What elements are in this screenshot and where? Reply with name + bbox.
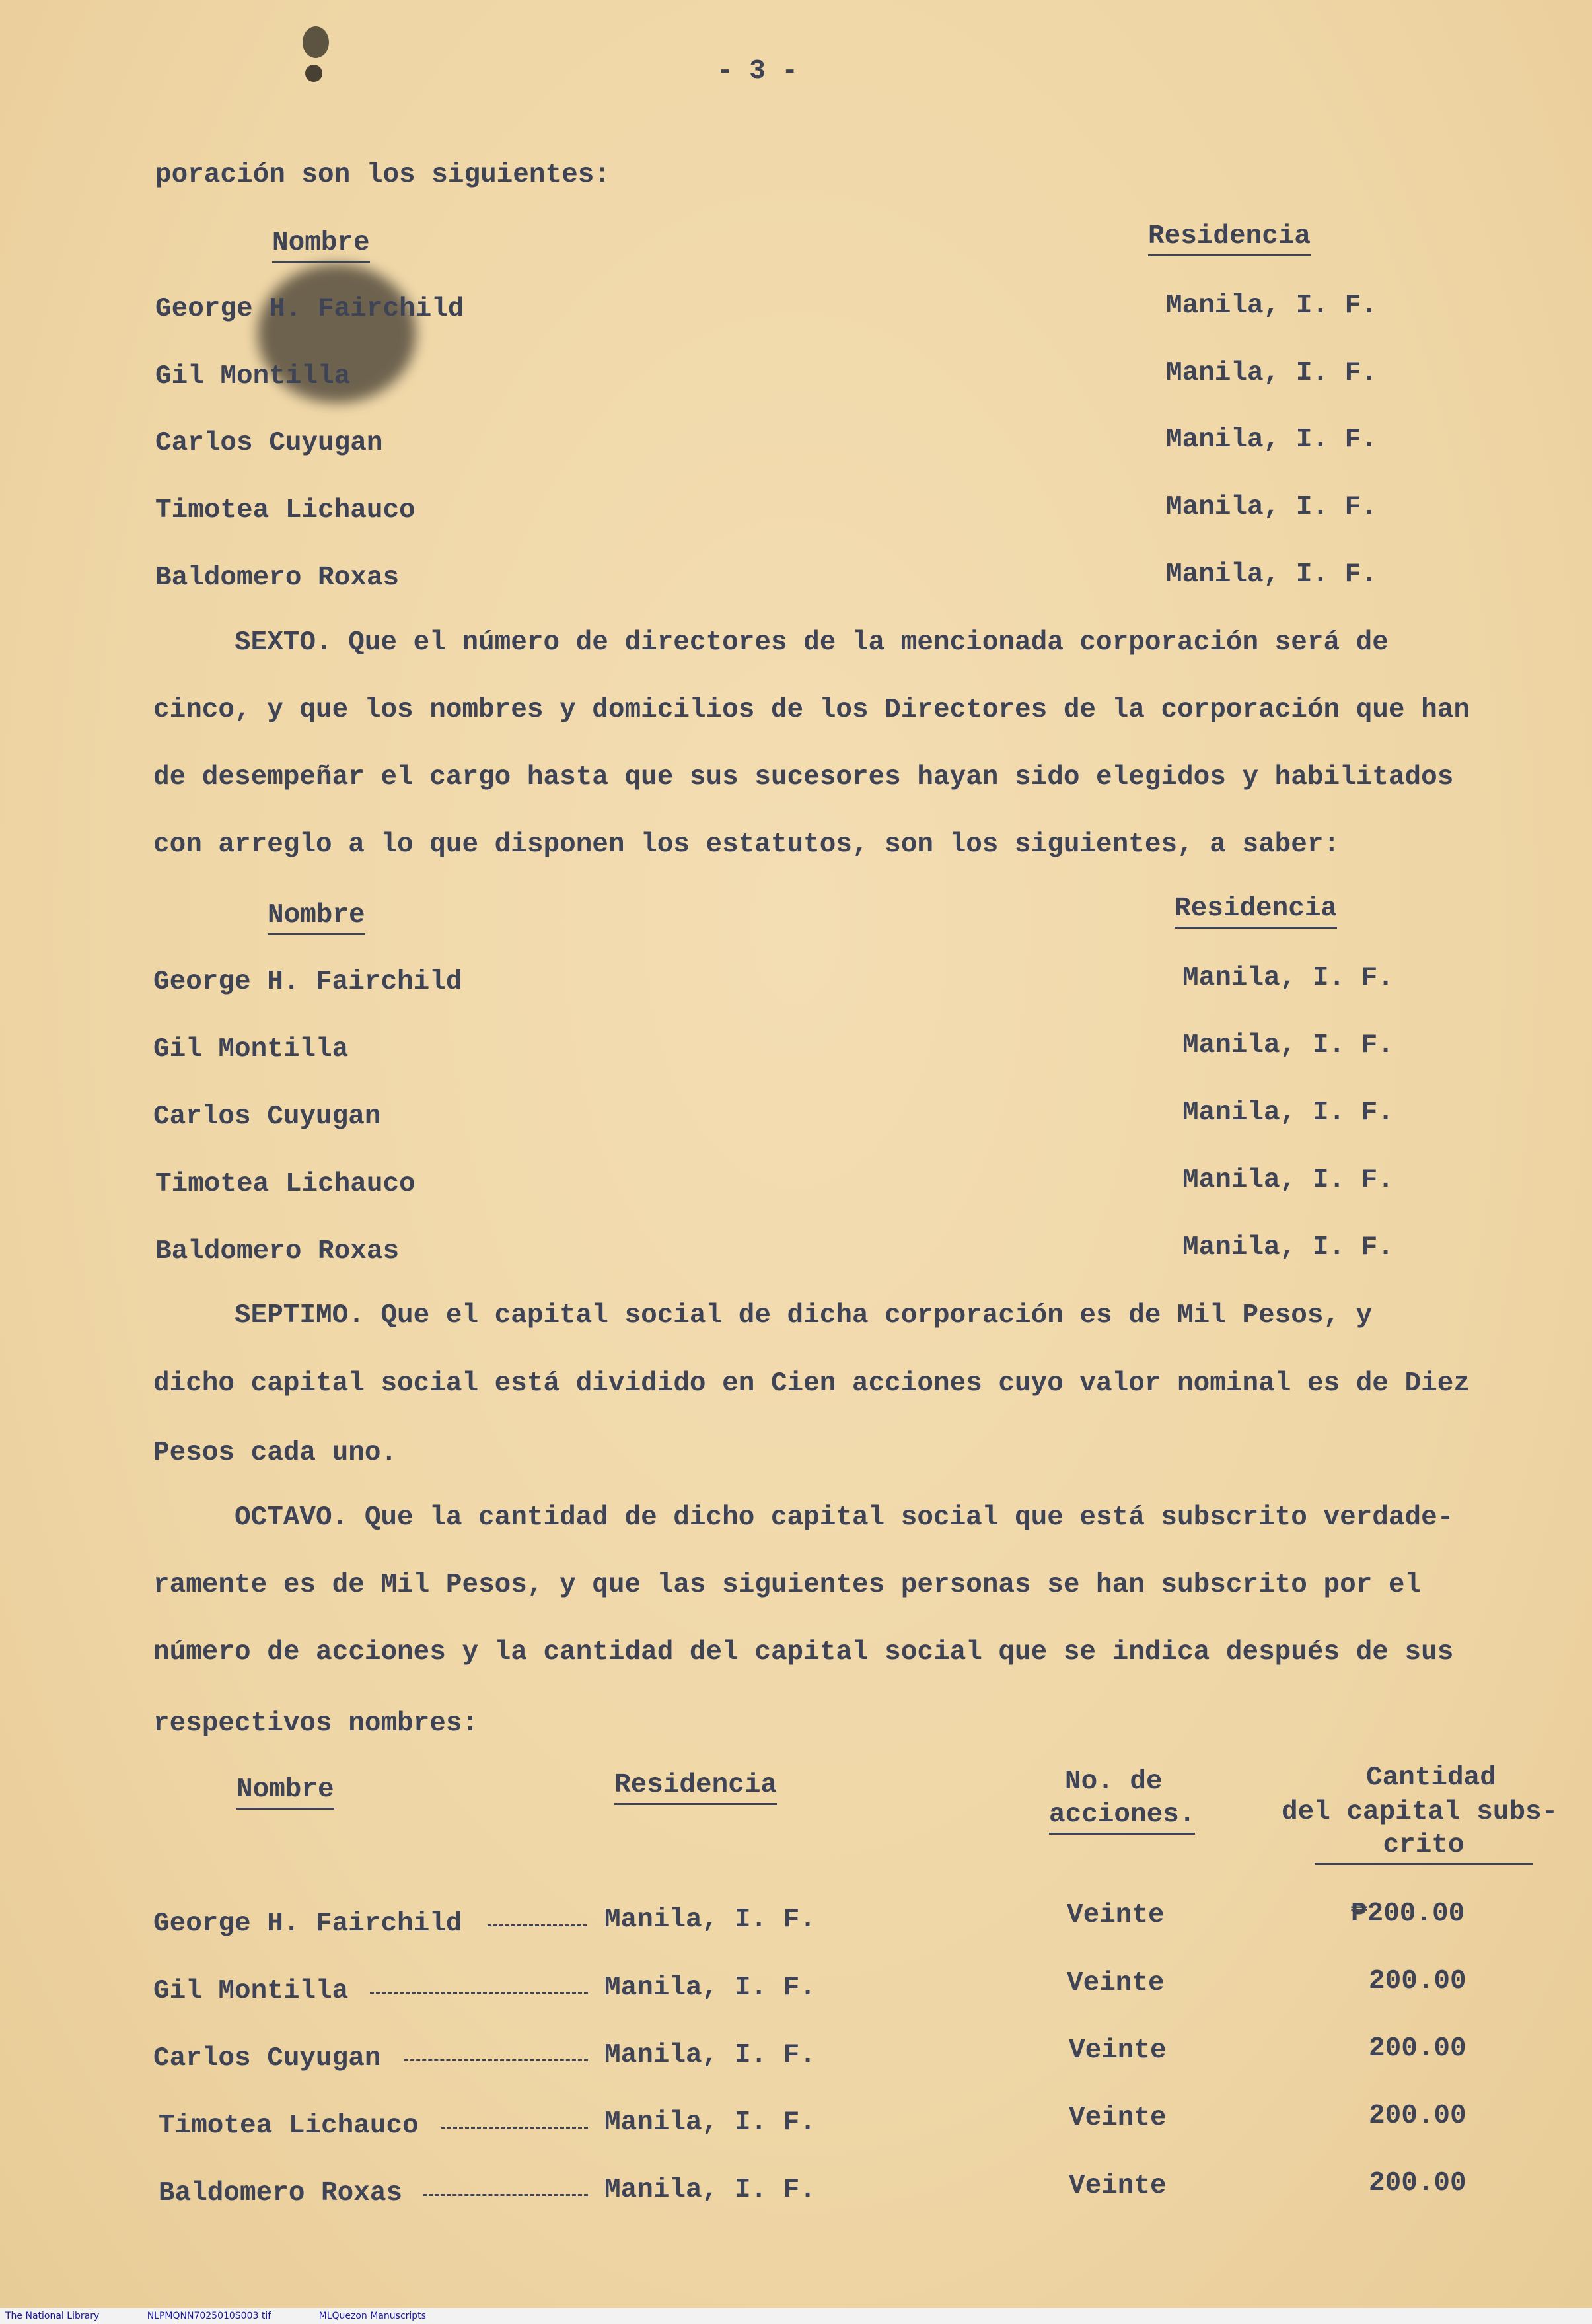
subscriber-shares: Veinte xyxy=(1069,2171,1167,2201)
incorporators-header-nombre: Nombre xyxy=(272,230,370,263)
director-name: George H. Fairchild xyxy=(153,967,462,997)
subscriber-name: Baldomero Roxas xyxy=(159,2178,403,2208)
incorporator-name: George H. Fairchild xyxy=(155,294,464,324)
subscriber-amount: 200.00 xyxy=(1369,2168,1466,2199)
subscriber-shares: Veinte xyxy=(1067,1900,1165,1930)
page-number: - 3 - xyxy=(717,56,799,87)
director-name: Timotea Lichauco xyxy=(155,1169,416,1199)
subscriber-shares: Veinte xyxy=(1069,2035,1167,2066)
director-residence: Manila, I. F. xyxy=(1182,1030,1394,1061)
subscriber-name: Timotea Lichauco xyxy=(159,2111,419,2141)
subscriber-name: Carlos Cuyugan xyxy=(153,2043,381,2074)
subscription-header-nombre: Nombre xyxy=(236,1777,334,1810)
subscriber-amount: ₱200.00 xyxy=(1351,1899,1465,1929)
septimo-line: SEPTIMO. Que el capital social de dicha corporación es de Mil Pesos, y xyxy=(235,1300,1373,1331)
incorporators-header-residencia: Residencia xyxy=(1148,223,1311,256)
incorporator-name: Baldomero Roxas xyxy=(155,563,400,593)
incorporator-residence: Manila, I. F. xyxy=(1166,425,1377,455)
footer-collection: MLQuezon Manuscripts xyxy=(318,2311,426,2321)
directors-header-nombre: Nombre xyxy=(268,902,365,935)
incorporator-residence: Manila, I. F. xyxy=(1166,492,1377,522)
incorporator-residence: Manila, I. F. xyxy=(1166,358,1377,388)
subscriber-shares: Veinte xyxy=(1067,1968,1165,1998)
director-name: Carlos Cuyugan xyxy=(153,1102,381,1132)
septimo-line: dicho capital social está dividido en Cien acciones cuyo valor nominal es de Diez xyxy=(153,1368,1470,1399)
septimo-line: Pesos cada uno. xyxy=(153,1438,398,1468)
director-name: Baldomero Roxas xyxy=(155,1236,400,1267)
subscription-header-residencia: Residencia xyxy=(614,1772,777,1805)
director-residence: Manila, I. F. xyxy=(1182,1232,1394,1263)
leader-dashes xyxy=(488,1924,587,1926)
subscriber-residence: Manila, I. F. xyxy=(604,1905,816,1935)
leader-dashes xyxy=(441,2127,588,2129)
leader-dashes xyxy=(404,2059,588,2061)
ink-blot-top-small xyxy=(305,65,322,82)
octavo-line: OCTAVO. Que la cantidad de dicho capital social que está subscrito verdade- xyxy=(235,1502,1454,1533)
sexto-line: SEXTO. Que el número de directores de la mencionada corporación será de xyxy=(235,627,1389,658)
subscriber-residence: Manila, I. F. xyxy=(604,2107,816,2138)
subscription-header-cantidad-line3: crito xyxy=(1315,1832,1533,1865)
subscriber-shares: Veinte xyxy=(1069,2103,1167,2133)
footer-file: NLPMQNN7025010S003 tif xyxy=(147,2311,271,2321)
intro-line: poración son los siguientes: xyxy=(155,160,610,190)
subscription-header-acciones-line2: acciones. xyxy=(1049,1802,1195,1835)
directors-header-residencia: Residencia xyxy=(1175,896,1337,929)
subscriber-name: George H. Fairchild xyxy=(153,1909,462,1939)
sexto-line: con arreglo a lo que disponen los estatutos, son los siguientes, a saber: xyxy=(153,829,1340,860)
director-name: Gil Montilla xyxy=(153,1034,349,1065)
subscriber-amount: 200.00 xyxy=(1369,2033,1466,2064)
subscriber-amount: 200.00 xyxy=(1369,1966,1466,1996)
incorporator-name: Carlos Cuyugan xyxy=(155,428,383,458)
footer-library: The National Library xyxy=(5,2311,100,2321)
leader-dashes xyxy=(423,2194,588,2196)
ink-blot-top xyxy=(303,26,329,58)
octavo-line: ramente es de Mil Pesos, y que las siguientes personas se han subscrito por el xyxy=(153,1570,1422,1600)
subscriber-residence: Manila, I. F. xyxy=(604,1973,816,2003)
incorporator-residence: Manila, I. F. xyxy=(1166,291,1377,321)
director-residence: Manila, I. F. xyxy=(1182,1165,1394,1195)
scan-footer xyxy=(0,2308,1592,2324)
incorporator-residence: Manila, I. F. xyxy=(1166,559,1377,590)
incorporator-name: Timotea Lichauco xyxy=(155,495,416,526)
octavo-line: respectivos nombres: xyxy=(153,1708,479,1739)
subscription-header-cantidad-line1: Cantidad xyxy=(1366,1763,1496,1793)
leader-dashes xyxy=(370,1992,588,1994)
octavo-line: número de acciones y la cantidad del capital social que se indica después de sus xyxy=(153,1637,1454,1668)
sexto-line: de desempeñar el cargo hasta que sus sucesores hayan sido elegidos y habilitados xyxy=(153,762,1454,792)
director-residence: Manila, I. F. xyxy=(1182,963,1394,993)
subscriber-residence: Manila, I. F. xyxy=(604,2040,816,2070)
sexto-line: cinco, y que los nombres y domicilios de los Directores de la corporación que han xyxy=(153,695,1470,725)
incorporator-name: Gil Montilla xyxy=(155,361,351,392)
subscriber-name: Gil Montilla xyxy=(153,1976,349,2006)
subscription-header-cantidad-line2: del capital subs- xyxy=(1282,1797,1558,1827)
subscriber-residence: Manila, I. F. xyxy=(604,2175,816,2205)
director-residence: Manila, I. F. xyxy=(1182,1098,1394,1128)
subscription-header-acciones-line1: No. de xyxy=(1065,1767,1163,1797)
subscriber-amount: 200.00 xyxy=(1369,2101,1466,2131)
